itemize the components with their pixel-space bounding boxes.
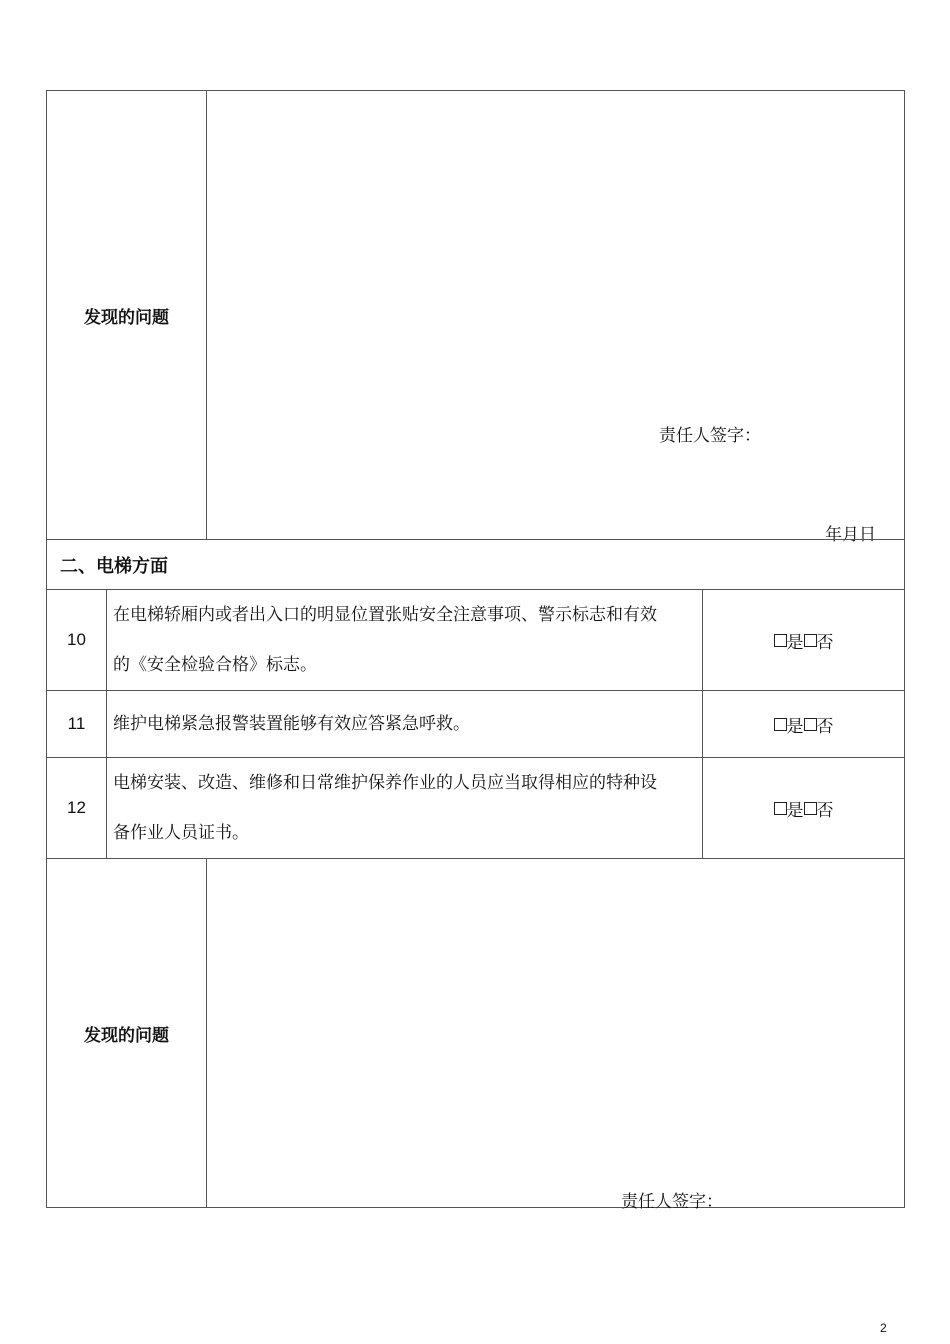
checklist-row <box>46 589 905 691</box>
checklist-row <box>46 690 905 758</box>
yes-checkbox[interactable] <box>774 718 787 731</box>
no-checkbox[interactable] <box>804 802 817 815</box>
yes-no-checkbox-group <box>703 590 904 690</box>
yes-checkbox[interactable] <box>774 634 787 647</box>
item-number: 10 <box>47 590 107 690</box>
findings-content-area[interactable] <box>207 859 904 1207</box>
no-label: 否 <box>816 632 834 653</box>
findings-label: 发现的问题 <box>47 859 207 1207</box>
findings-block-2 <box>46 858 905 1212</box>
page-number: 2 <box>880 1321 887 1335</box>
item-number: 11 <box>47 691 107 757</box>
item-text <box>107 758 703 858</box>
item-text-line: 的《安全检验合格》标志。 <box>113 655 317 675</box>
item-text-line: 在电梯轿厢内或者出入口的明显位置张贴安全注意事项、警示标志和有效 <box>113 605 657 625</box>
section-heading-elevator <box>46 539 905 590</box>
date-label: 年月日 <box>825 525 876 545</box>
inspection-table <box>46 90 905 1212</box>
yes-no-checkbox-group <box>703 691 904 757</box>
no-label: 否 <box>816 716 834 737</box>
yes-label: 是 <box>786 632 804 653</box>
checklist-row <box>46 757 905 859</box>
no-label: 否 <box>816 800 834 821</box>
yes-checkbox[interactable] <box>774 802 787 815</box>
item-text <box>107 590 703 690</box>
item-text-line: 维护电梯紧急报警装置能够有效应答紧急呼救。 <box>113 714 470 734</box>
item-text-line: 电梯安装、改造、维修和日常维护保养作业的人员应当取得相应的特种设 <box>113 773 657 793</box>
section-title: 二、电梯方面 <box>60 555 168 577</box>
no-checkbox[interactable] <box>804 718 817 731</box>
yes-no-checkbox-group <box>703 758 904 858</box>
yes-label: 是 <box>786 800 804 821</box>
signature-label: 责任人签字： <box>659 426 761 446</box>
yes-label: 是 <box>786 716 804 737</box>
findings-block-1 <box>46 90 905 545</box>
no-checkbox[interactable] <box>804 634 817 647</box>
findings-label: 发现的问题 <box>47 91 207 539</box>
signature-label: 责任人签字： <box>621 1192 723 1212</box>
item-number: 12 <box>47 758 107 858</box>
findings-content-area[interactable] <box>207 91 904 539</box>
item-text-line: 备作业人员证书。 <box>113 823 249 843</box>
item-text <box>107 691 703 757</box>
